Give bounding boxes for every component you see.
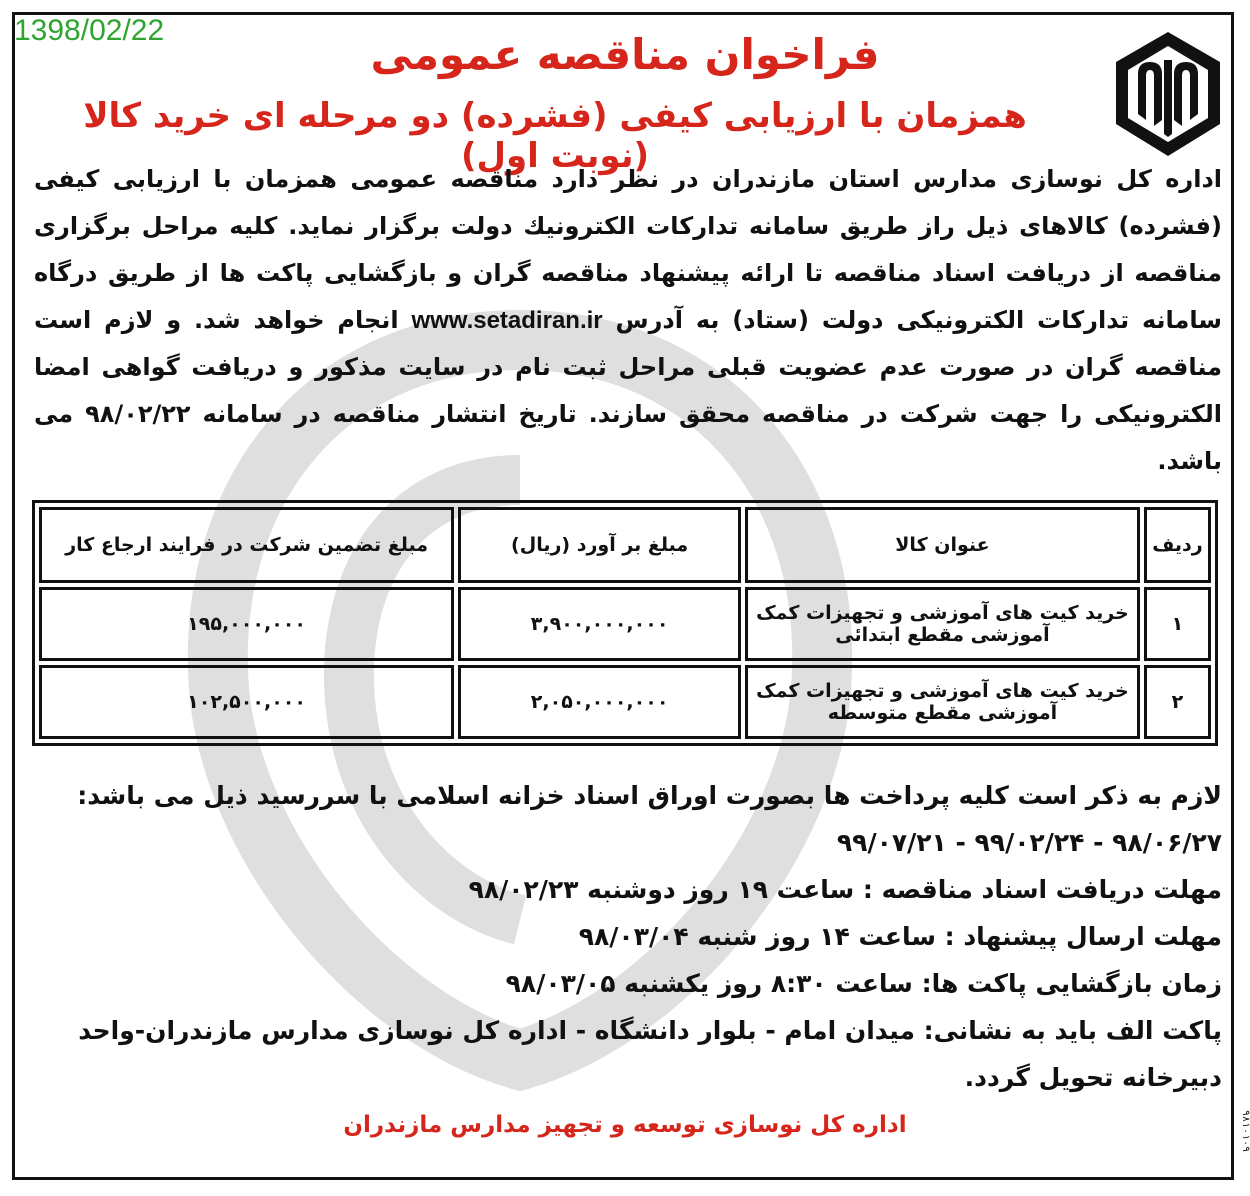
doc-deadline: مهلت دریافت اسناد مناقصه : ساعت ۱۹ روز دوشنبه ۹۸/۰۲/۲۳ bbox=[468, 875, 1222, 904]
payments-note: لازم به ذکر است کلیه پرداخت ها بصورت اوراق اسناد خزانه اسلامی با سررسید ذیل می باشد: bbox=[77, 781, 1222, 810]
header-item-title: عنوان کالا bbox=[745, 507, 1140, 583]
guarantee-amount: ۱۰۲,۵۰۰,۰۰۰ bbox=[39, 665, 454, 739]
table-row bbox=[39, 587, 1211, 661]
notes-section bbox=[30, 772, 1222, 1101]
page-subtitle: همزمان با ارزیابی کیفی (فشرده) دو مرحله ای خرید کالا (نوبت اول) bbox=[83, 96, 1027, 176]
issuer-footer: اداره کل نوسازی توسعه و تجهیز مدارس مازندران bbox=[343, 1112, 907, 1138]
delivery-address: پاکت الف باید به نشانی: میدان امام - بلوار دانشگاه - اداره کل نوسازی مدارس مازندران-واحد دبیرخانه تحویل گردد. bbox=[78, 1016, 1222, 1092]
date-stamp: 1398/02/22 bbox=[14, 14, 165, 47]
estimate-amount: ۲,۰۵۰,۰۰۰,۰۰۰ bbox=[458, 665, 741, 739]
side-code: ۹۸۱۰۱۰۹ bbox=[1239, 1110, 1250, 1153]
intro-text-part1: اداره کل نوسازی مدارس استان مازندران در نظر دارد مناقصه عمومی همزمان با ارزیابی کیفی (فشرده) کالاهای ذیل راز طریق سامانه تدارکات الکترونیك دولت برگزار نماید. کلیه مراحل برگزاری مناقصه از دریافت اسناد مناقصه تا ارائه پیشنهاد مناقصه گران و بازگشایی پاکت ها از طریق درگاه سامانه تدارکات الکترونیکی دولت (ستاد) به آدرس bbox=[34, 165, 1223, 334]
organization-logo-icon bbox=[1108, 24, 1228, 164]
header-row-number: ردیف bbox=[1144, 507, 1211, 583]
estimate-amount: ۳,۹۰۰,۰۰۰,۰۰۰ bbox=[458, 587, 741, 661]
row-number: ۲ bbox=[1144, 665, 1211, 739]
due-dates: ۹۸/۰۶/۲۷ - ۹۹/۰۲/۲۴ - ۹۹/۰۷/۲۱ bbox=[836, 828, 1222, 857]
table-row bbox=[39, 665, 1211, 739]
page-title: فراخوان مناقصه عمومی bbox=[370, 30, 880, 79]
intro-text-part2: انجام خواهد شد. و لازم است مناقصه گران در صورت عدم عضویت قبلی مراحل ثبت نام در سایت مذکور و دریافت گواهی امضا الکترونیکی را جهت شرکت در مناقصه محقق سازند. تاریخ انتشار مناقصه در سامانه ۹۸/۰۲/۲۲ می باشد. bbox=[34, 306, 1222, 475]
guarantee-amount: ۱۹۵,۰۰۰,۰۰۰ bbox=[39, 587, 454, 661]
bid-deadline: مهلت ارسال پیشنهاد : ساعت ۱۴ روز شنبه ۹۸/۰۳/۰۴ bbox=[578, 922, 1222, 951]
items-table bbox=[32, 500, 1218, 746]
row-number: ۱ bbox=[1144, 587, 1211, 661]
item-title: خرید کیت های آموزشی و تجهیزات کمک آموزشی مقطع متوسطه bbox=[745, 665, 1140, 739]
item-title: خرید کیت های آموزشی و تجهیزات کمک آموزشی مقطع ابتدائی bbox=[745, 587, 1140, 661]
setad-url-link[interactable]: www.setadiran.ir bbox=[411, 307, 603, 334]
table-header-row bbox=[39, 507, 1211, 583]
header-guarantee: مبلغ تضمین شرکت در فرایند ارجاع کار bbox=[39, 507, 454, 583]
opening-time: زمان بازگشایی پاکت ها: ساعت ۸:۳۰ روز یکشنبه ۹۸/۰۳/۰۵ bbox=[505, 969, 1222, 998]
intro-paragraph bbox=[34, 156, 1222, 485]
header-estimate: مبلغ بر آورد (ریال) bbox=[458, 507, 741, 583]
